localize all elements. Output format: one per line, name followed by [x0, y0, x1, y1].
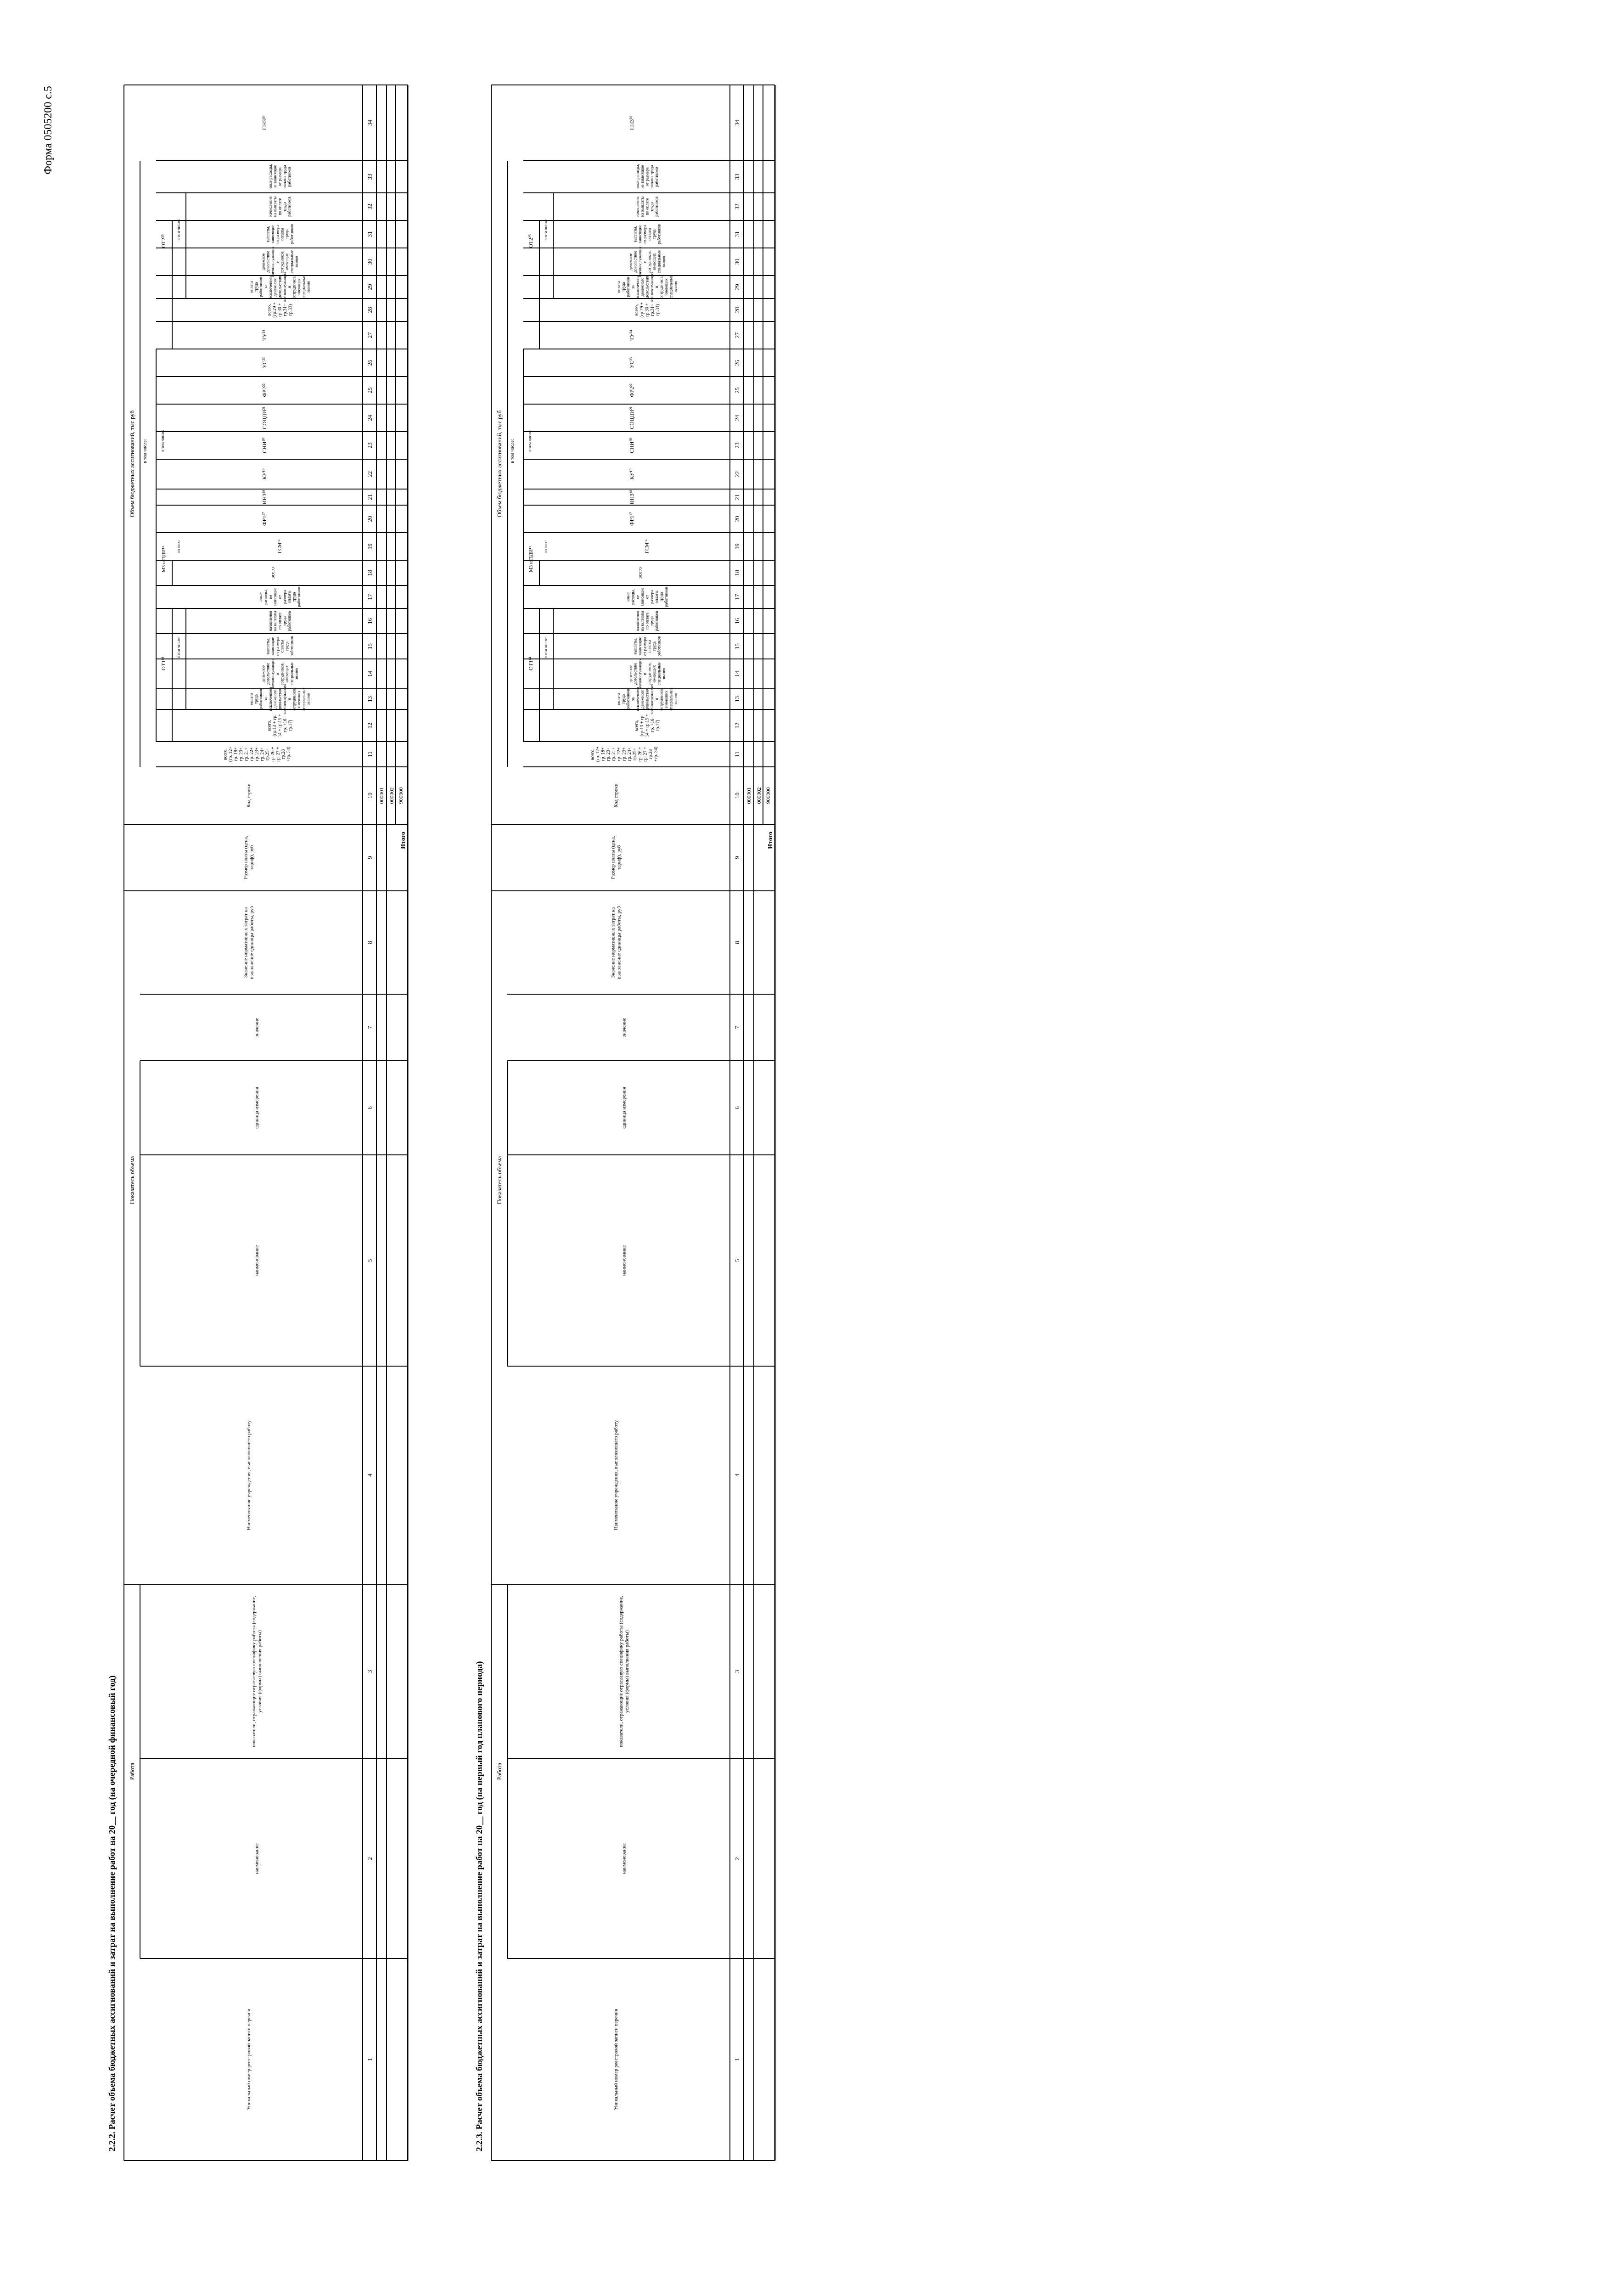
col-header-16: начисленияна выплатыпо оплатетрудаработников	[268, 611, 292, 631]
col-number: 17	[366, 594, 373, 600]
col-number: 10	[734, 793, 740, 799]
col-header-9: Размер платы (цена,тариф), руб	[243, 836, 255, 879]
group-mz: МЗ и ПДИ¹⁵	[161, 546, 167, 573]
col-header-14: денежноедовольствиевоеннослужащихисотрудников,имеющихспециальныезвания	[628, 658, 666, 689]
col-number: 22	[366, 471, 373, 477]
col-number: 18	[734, 570, 740, 576]
col-number: 5	[366, 1259, 373, 1262]
col-number: 5	[734, 1259, 740, 1262]
col-header-7: значение	[621, 1018, 627, 1037]
group-budget: Объем бюджетных ассигнований, тыс руб	[496, 410, 503, 518]
col-header-8: Значение нормативных затрат навыполнение единицы работы, руб	[243, 906, 255, 979]
col-header-28: всего,(гр.29 +гр.30 +гр.31+гр.33)	[634, 302, 661, 318]
col-header-27: ТУ²⁴	[628, 330, 635, 341]
col-number: 28	[734, 307, 740, 313]
row-code: 000002	[388, 787, 395, 804]
col-header-25: ФР2²²	[261, 383, 268, 397]
col-header-5: наименование	[621, 1245, 627, 1276]
col-number: 16	[734, 618, 740, 624]
col-number: 23	[734, 442, 740, 449]
col-number: 26	[734, 360, 740, 366]
col-header-15: выплаты,зависящиеот размераоплатытрудаработников	[633, 636, 662, 657]
col-header-3: показатели, отражающие отраслевую специфику работы (содержание,условия (формы) выполнения работы)	[251, 1596, 263, 1747]
table-title: 2.2.3. Расчет объема бюджетных ассигнований и затрат на выполнение работ на 20__ год (на первый год планового периода)	[475, 1661, 484, 2151]
col-number: 11	[734, 751, 740, 757]
col-number: 17	[734, 594, 740, 600]
col-number: 24	[734, 415, 740, 421]
col-number: 10	[366, 793, 373, 799]
col-number: 34	[734, 120, 740, 126]
col-number: 28	[366, 307, 373, 313]
col-number: 32	[366, 203, 373, 210]
col-number: 23	[366, 442, 373, 449]
col-header-2: наименование	[254, 1843, 260, 1874]
col-header-9: Размер платы (цена,тариф), руб	[610, 836, 622, 879]
col-number: 30	[734, 259, 740, 265]
group-ot2: ОТ2²⁵	[160, 234, 167, 248]
col-header-24: СОЦДИ²¹	[261, 406, 268, 429]
col-number: 8	[734, 941, 740, 944]
group-incl-2: в том числе:	[160, 430, 165, 452]
col-number: 19	[366, 543, 373, 550]
col-header-26: УС²³	[261, 357, 268, 368]
col-header-19: ГСМ¹⁶	[644, 539, 650, 554]
col-header-13: оплататрудаработниковзаисключениемденежногодовольствиявоеннослужащихисотрудников,имеющихспециальныезвания	[616, 684, 678, 715]
col-header-6: единица измерения	[254, 1087, 260, 1129]
col-header-10: Код строки	[613, 783, 619, 808]
col-header-1: Уникальный номер реестровой записи перечня	[246, 2009, 252, 2110]
group-incl: в том числе:	[510, 439, 515, 463]
col-number: 29	[366, 284, 373, 290]
col-header-15: выплаты,зависящиеот размераоплатытрудаработников	[265, 636, 294, 657]
col-number: 13	[366, 696, 373, 702]
col-number: 13	[734, 696, 740, 702]
col-header-1: Уникальный номер реестровой записи перечня	[613, 2009, 619, 2110]
form-label: Форма 0505200 с.5	[42, 86, 54, 174]
col-number: 8	[366, 941, 373, 944]
row-code: 000001	[378, 787, 385, 804]
row-code: 000002	[756, 787, 762, 804]
group-ot1-incl: в том числе:	[176, 636, 181, 658]
col-header-32: начисленияна выплатыпо оплатетрудаработников	[635, 196, 659, 217]
col-header-33: иные расходы,не зависящиеот размераоплаты трудаработников	[635, 164, 659, 190]
total-label: Итого	[767, 832, 774, 849]
col-header-29: оплататрудаработниковзаисключениемденежногодовольствиявоеннослужащихисотрудников,имеющихспециальныезвания	[249, 271, 311, 303]
group-incl: в том числе:	[143, 439, 148, 463]
col-header-18: всего	[270, 567, 276, 579]
col-header-2: наименование	[621, 1843, 627, 1874]
col-header-23: СНИ²⁰	[628, 438, 635, 453]
col-number: 9	[734, 856, 740, 859]
col-header-23: СНИ²⁰	[261, 438, 268, 453]
col-header-34: ПНЗ²⁶	[261, 115, 268, 130]
col-number: 27	[366, 332, 373, 338]
group-ot1: ОТ1¹⁴	[160, 657, 167, 670]
col-number: 15	[734, 643, 740, 649]
col-number: 29	[734, 284, 740, 290]
col-number: 21	[734, 494, 740, 500]
col-number: 30	[366, 259, 373, 265]
col-number: 1	[366, 2058, 373, 2061]
col-number: 15	[366, 643, 373, 649]
col-number: 11	[366, 751, 373, 757]
col-header-11: всего,(гр. 12+гр. 18+гр. 20+гр. 21+гр. 22+гр. 23+гр. 24+гр.25+гр. 26 +гр. 27 +гр.28+гр. 34)	[223, 746, 292, 762]
col-header-3: показатели, отражающие отраслевую специфику работы (содержание,условия (формы) выполнения работы)	[618, 1596, 630, 1747]
col-number: 26	[366, 360, 373, 366]
col-header-26: УС²³	[628, 357, 635, 368]
col-header-19: ГСМ¹⁶	[277, 539, 283, 554]
col-header-12: всего,(гр.13 + гр.14 + гр.15 +гр. +16гр.17)	[634, 714, 661, 737]
group-ot2-incl: в том числе:	[544, 219, 548, 241]
group-ot1-incl: в том числе:	[544, 636, 548, 658]
row-code: 900000	[765, 787, 771, 804]
col-number: 20	[734, 516, 740, 522]
col-header-16: начисленияна выплатыпо оплатетрудаработников	[635, 611, 659, 631]
col-header-32: начисленияна выплатыпо оплатетрудаработников	[268, 196, 292, 217]
col-header-31: выплаты,зависящиеот размераоплатытрудаработников	[633, 224, 662, 244]
col-header-8: Значение нормативных затрат навыполнение единицы работы, руб	[610, 906, 622, 979]
col-header-20: ФР1¹⁷	[261, 512, 268, 526]
col-number: 7	[734, 1026, 740, 1029]
col-number: 32	[734, 203, 740, 210]
col-number: 7	[366, 1026, 373, 1029]
group-mz-of: из них:	[544, 540, 548, 553]
col-header-22: КУ¹⁹	[628, 468, 635, 480]
col-header-20: ФР1¹⁷	[628, 512, 635, 526]
col-header-24: СОЦДИ²¹	[628, 406, 635, 429]
col-header-17: иныерасходы,независящиеотразмераоплатытрудаработников	[258, 587, 301, 607]
col-number: 2	[734, 1857, 740, 1860]
col-number: 24	[366, 415, 373, 421]
col-number: 6	[366, 1106, 373, 1109]
row-code: 900000	[398, 787, 404, 804]
group-ot1: ОТ1¹⁴	[527, 657, 534, 670]
col-header-18: всего	[637, 567, 643, 579]
col-header-5: наименование	[254, 1245, 260, 1276]
group-budget: Объем бюджетных ассигнований, тыс руб	[129, 410, 135, 518]
col-number: 6	[734, 1106, 740, 1109]
col-header-29: оплататрудаработниковзаисключениемденежногодовольствиявоеннослужащихисотрудников,имеющихспециальныезвания	[616, 271, 678, 303]
col-header-10: Код строки	[246, 783, 252, 808]
group-ot2-incl: в том числе:	[176, 219, 181, 241]
col-header-27: ТУ²⁴	[261, 330, 268, 341]
group-mz-of: из них:	[176, 540, 181, 553]
col-number: 2	[366, 1857, 373, 1860]
col-number: 33	[366, 174, 373, 180]
col-header-25: ФР2²²	[628, 383, 635, 397]
col-header-22: КУ¹⁹	[261, 468, 268, 480]
group-work: Работа	[129, 1762, 135, 1780]
col-header-33: иные расходы,не зависящиеот размераоплаты трудаработников	[268, 164, 292, 190]
col-header-21: ИНЗ¹⁸	[628, 490, 635, 505]
col-number: 12	[734, 722, 740, 729]
col-number: 34	[366, 120, 373, 126]
col-header-17: иныерасходы,независящиеотразмераоплатытрудаработников	[626, 587, 668, 607]
col-number: 20	[366, 516, 373, 522]
col-header-28: всего,(гр.29 +гр.30 +гр.31+гр.33)	[267, 302, 293, 318]
col-header-30: денежноедовольствиевоеннослужащихисотрудников,имеющихспециальныезвания	[628, 246, 666, 277]
table-title: 2.2.2. Расчет объема бюджетных ассигнований и затрат на выполнение работ на 20__ год (на очередной финансовый год)	[107, 1675, 117, 2151]
col-number: 16	[366, 618, 373, 624]
col-number: 22	[734, 471, 740, 477]
col-number: 31	[366, 231, 373, 237]
budget-table-2	[475, 85, 775, 2161]
budget-table-1	[107, 85, 408, 2161]
col-number: 31	[734, 231, 740, 237]
group-volume: Показатель объема	[496, 1156, 503, 1204]
col-number: 1	[734, 2058, 740, 2061]
col-header-12: всего,(гр.13 + гр.14 + гр.15 +гр. +16гр.17)	[267, 714, 293, 737]
group-work: Работа	[496, 1762, 503, 1780]
col-header-14: денежноедовольствиевоеннослужащихисотрудников,имеющихспециальныезвания	[261, 658, 299, 689]
col-number: 3	[734, 1670, 740, 1673]
group-mz: МЗ и ПДИ¹⁵	[528, 546, 534, 573]
col-number: 12	[366, 722, 373, 729]
col-number: 4	[734, 1474, 740, 1477]
col-header-34: ПНЗ²⁶	[628, 115, 635, 130]
col-number: 19	[734, 543, 740, 550]
col-number: 25	[366, 387, 373, 394]
col-number: 14	[734, 671, 740, 677]
col-header-13: оплататрудаработниковзаисключениемденежногодовольствиявоеннослужащихисотрудников,имеющихспециальныезвания	[249, 684, 311, 715]
col-header-7: значение	[254, 1018, 260, 1037]
col-number: 18	[366, 570, 373, 576]
col-number: 21	[366, 494, 373, 500]
col-header-30: денежноедовольствиевоеннослужащихисотрудников,имеющихспециальныезвания	[261, 246, 299, 277]
col-header-31: выплаты,зависящиеот размераоплатытрудаработников	[265, 224, 294, 244]
total-label: Итого	[400, 832, 407, 849]
group-incl-2: в том числе:	[527, 430, 532, 452]
col-number: 3	[366, 1670, 373, 1673]
col-number: 25	[734, 387, 740, 394]
col-header-4: Наименование учреждения, выполняющего работу	[613, 1420, 619, 1530]
col-header-4: Наименование учреждения, выполняющего работу	[246, 1420, 252, 1530]
col-number: 9	[366, 856, 373, 859]
col-number: 4	[366, 1474, 373, 1477]
row-code: 000001	[746, 787, 752, 804]
col-header-21: ИНЗ¹⁸	[261, 490, 268, 505]
col-number: 14	[366, 671, 373, 677]
col-header-11: всего,(гр. 12+гр. 18+гр. 20+гр. 21+гр. 22+гр. 23+гр. 24+гр.25+гр. 26 +гр. 27 +гр.28+гр. 34)	[590, 746, 659, 762]
group-ot2: ОТ2²⁵	[527, 234, 534, 248]
col-number: 27	[734, 332, 740, 338]
group-volume: Показатель объема	[129, 1156, 135, 1204]
col-header-6: единица измерения	[621, 1087, 627, 1129]
col-number: 33	[734, 174, 740, 180]
